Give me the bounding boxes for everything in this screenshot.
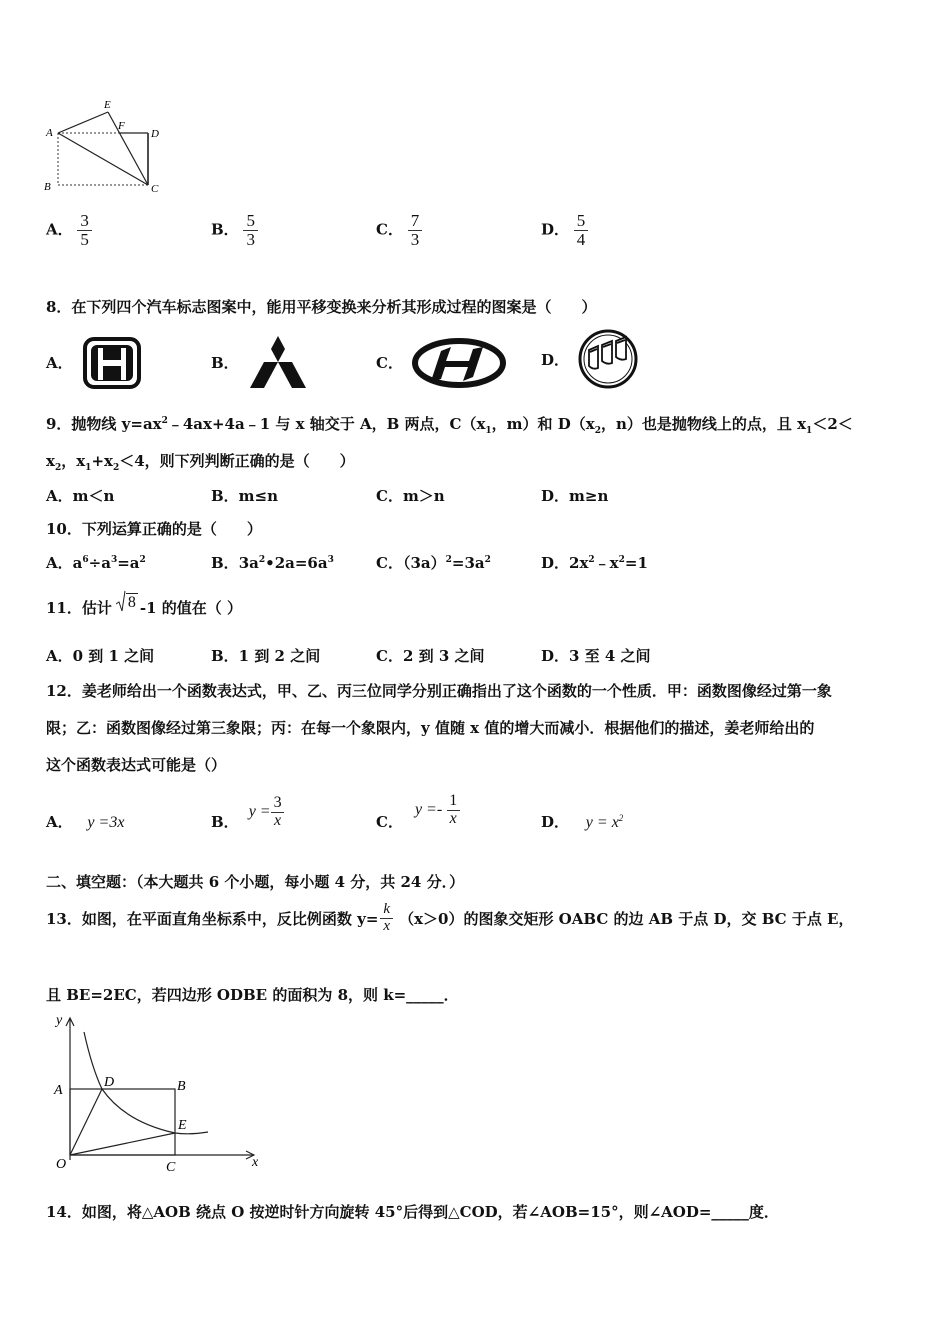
q13-label-e: E [178,1118,187,1133]
numerator: k [383,900,391,917]
q11-stem [46,590,242,618]
text: 9．抛物线 y=ax [46,415,162,433]
q10-option-d[interactable] [541,552,648,573]
subscript: 1 [806,426,813,436]
option-letter: C． [376,220,403,239]
numerator: 3 [80,211,89,230]
honda-logo-icon [81,336,143,390]
text: ÷a [88,554,111,572]
text: 13．如图，在平面直角坐标系中，反比例函数 y= [46,909,379,928]
subscript: 2 [112,463,120,473]
option-letter: C． [376,354,403,372]
q9-option-c[interactable]: C．m＞n [376,487,445,505]
q7-figure [40,95,170,200]
q13-label-y: y [56,1013,63,1028]
buick-logo-icon [577,328,639,390]
text: 2x [569,554,589,572]
option-letter: A． [46,220,73,239]
superscript: 2 [139,555,146,565]
q8-option-a[interactable] [46,335,143,390]
superscript: 2 [445,555,452,565]
fraction [77,212,92,249]
q12-option-c[interactable] [376,788,460,832]
denominator: 5 [77,230,92,249]
denominator: x [447,810,460,828]
option-letter: D． [541,220,570,239]
q9-option-b[interactable]: B．m≤n [211,487,279,505]
subscript: 1 [485,426,492,436]
option-letter: A． [46,554,73,572]
section-2-title: 二、填空题：（本大题共 6 个小题，每小题 4 分，共 24 分．） [46,873,465,891]
text: ﹣x [594,554,619,572]
q11-option-b[interactable]: B．1 到 2 之间 [211,647,321,665]
text: ＜2＜ [812,415,853,433]
option-letter: B． [211,812,239,831]
q12-line3: 这个函数表达式可能是（） [46,756,227,774]
q7-label-f: F [118,120,125,132]
denominator: x [271,812,284,830]
superscript: 2 [618,555,625,565]
expression: y = x [585,814,619,831]
q10-option-a[interactable] [46,552,146,573]
numerator: 1 [449,791,458,809]
q11-option-a[interactable]: A．0 到 1 之间 [46,647,155,665]
denominator: 3 [408,230,423,249]
expression-lhs: y =- [414,801,443,818]
option-letter: B． [211,554,239,572]
radicand: 8 [127,594,136,611]
q12-option-a[interactable] [46,811,124,832]
radical-sign-icon [116,590,126,612]
q12-option-b[interactable] [211,792,285,832]
q12-line2: 限；乙：函数图像经过第三象限；丙：在每一个象限内，y 值随 x 值的增大而减小．根据他们的描述，姜老师给出的 [46,719,815,737]
expression: y =3x [87,814,125,831]
numerator: 7 [410,211,420,230]
fraction [574,212,589,249]
fraction [271,795,285,830]
q13-label-a: A [54,1083,63,1098]
q7-label-a: A [46,127,53,139]
text: a [72,554,83,572]
q10-option-b[interactable] [211,552,334,573]
q7-label-d: D [151,128,159,140]
q7-option-b[interactable] [211,212,258,249]
fraction [408,212,423,249]
q13-label-x: x [252,1155,259,1170]
text: +x [91,452,113,470]
subscript: 2 [594,426,601,436]
text: （3a） [402,554,446,572]
sqrt-expression [116,590,138,612]
q10-option-c[interactable] [376,552,491,573]
option-letter: A． [46,354,73,372]
denominator: 4 [574,230,589,249]
superscript: 2 [484,555,491,565]
text: ，n）也是抛物线上的点，且 x [600,415,807,433]
denominator: x [380,918,393,935]
fraction [380,902,393,935]
q11-option-c[interactable]: C．2 到 3 之间 [376,647,485,665]
option-letter: A． [46,813,73,831]
text: •2a=6a [265,554,328,572]
q13-line2: 且 BE=2EC，若四边形 ODBE 的面积为 8，则 k=_____． [46,986,459,1004]
option-letter: C． [376,554,403,572]
superscript: 2 [258,555,266,565]
text: =a [117,554,140,572]
q7-label-c: C [151,183,159,195]
superscript: 2 [618,813,624,823]
q13-label-d: D [104,1075,115,1090]
q7-label-e: E [104,99,111,111]
q13-label-b: B [177,1079,186,1094]
text: 11．估计 [46,599,112,617]
q10-stem: 10．下列运算正确的是（ ） [46,520,262,538]
expression-lhs: y = [248,803,271,820]
option-letter: D． [541,813,570,831]
numerator: 5 [576,211,586,230]
text: ，m）和 D（x [491,415,595,433]
q9-option-a[interactable]: A．m＜n [46,487,115,505]
text: 3a [238,554,259,572]
denominator: 3 [243,230,258,249]
q12-line1: 12．姜老师给出一个函数表达式，甲、乙、丙三位同学分别正确指出了这个函数的一个性质．甲：函数图像经过第一象 [46,682,832,700]
q8-option-c[interactable] [376,335,507,390]
q13-label-o: O [56,1157,67,1172]
hyundai-logo-icon [411,337,507,389]
option-letter: C． [376,812,403,831]
superscript: 3 [110,555,118,565]
text: =1 [624,554,648,572]
subscript: 1 [85,463,92,473]
text: x [46,452,55,470]
q8-option-d[interactable] [541,328,639,390]
fraction [446,793,460,828]
text: （x＞0）的图象交矩形 OABC 的边 AB 于点 D，交 BC 于点 E， [399,909,854,928]
mitsubishi-logo-icon [247,335,309,390]
q9-line1 [46,413,853,436]
text: ﹣4ax+4a﹣1 与 x 轴交于 A，B 两点，C（x [167,415,486,433]
text: ，x [61,452,86,470]
superscript: 2 [161,416,168,426]
q7-option-d[interactable] [541,212,588,249]
q7-option-a[interactable] [46,212,92,249]
text: -1 的值在（ ） [139,599,242,617]
superscript: 6 [82,555,89,565]
q12-option-d[interactable] [541,811,623,832]
q13-line1 [46,896,853,940]
q8-stem: 8．在下列四个汽车标志图案中，能用平移变换来分析其形成过程的图案是（ ） [46,298,597,316]
superscript: 3 [327,555,334,565]
option-letter: D． [541,554,570,572]
superscript: 2 [588,555,595,565]
option-letter: B． [211,354,239,372]
q7-option-c[interactable] [376,212,422,249]
numerator: 5 [246,211,255,230]
option-letter: D． [541,350,570,369]
fraction [243,212,258,249]
numerator: 3 [273,793,282,811]
text: ＜4，则下列判断正确的是（ ） [119,452,355,470]
subscript: 2 [54,463,62,473]
q7-label-b: B [44,181,51,193]
text: =3a [451,554,485,572]
q13-figure [40,1010,265,1180]
q8-option-b[interactable] [211,335,309,390]
q9-line2 [46,450,355,473]
q9-option-d[interactable]: D．m≥n [541,487,609,505]
q11-option-d[interactable]: D．3 至 4 之间 [541,647,651,665]
option-letter: B． [211,220,239,239]
q13-label-c: C [166,1160,176,1175]
q14-stem: 14．如图，将△AOB 绕点 O 按逆时针方向旋转 45°后得到△COD，若∠AOB=15°，则∠AOD=_____度． [46,1203,779,1221]
